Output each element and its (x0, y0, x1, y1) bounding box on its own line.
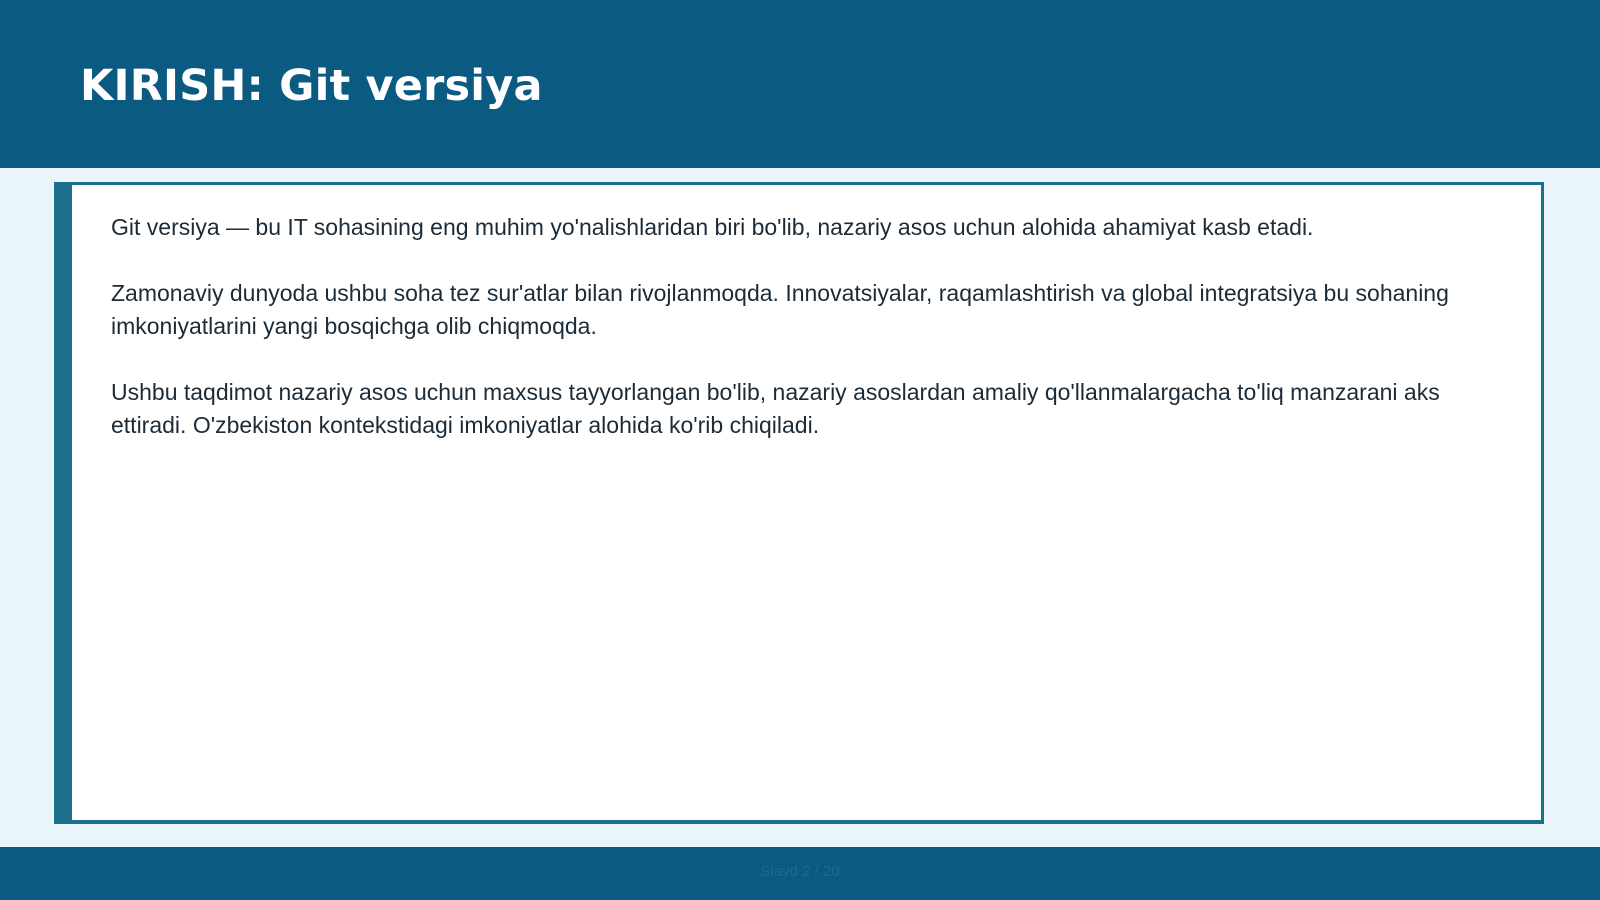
slide-title: KIRISH: Git versiya (80, 61, 543, 111)
paragraph-intro: Git versiya — bu IT sohasining eng muhim yo'nalishlaridan biri bo'lib, nazariy asos uchun alohida ahamiyat kasb etadi. (111, 214, 1314, 240)
slide-number: Slayd 2 / 20 (760, 863, 840, 880)
paragraph-presentation-scope: Ushbu taqdimot nazariy asos uchun maxsus tayyorlangan bo'lib, nazariy asoslardan amaliy qo'llanmalargacha to'liq manzarani aks ettiradi. O'zbekiston kontekstidagi imkoniyatlar alohida ko'rib chiqiladi. (111, 379, 1440, 438)
slide-footer (0, 847, 1600, 900)
content-card (54, 182, 1544, 824)
paragraph-modern-world: Zamonaviy dunyoda ushbu soha tez sur'atlar bilan rivojlanmoqda. Innovatsiyalar, raqamlashtirish va global integratsiya bu sohaning imkoniyatlarini yangi bosqichga olib chiqmoqda. (111, 280, 1449, 339)
body-text (111, 211, 1501, 475)
slide-header (0, 0, 1600, 168)
